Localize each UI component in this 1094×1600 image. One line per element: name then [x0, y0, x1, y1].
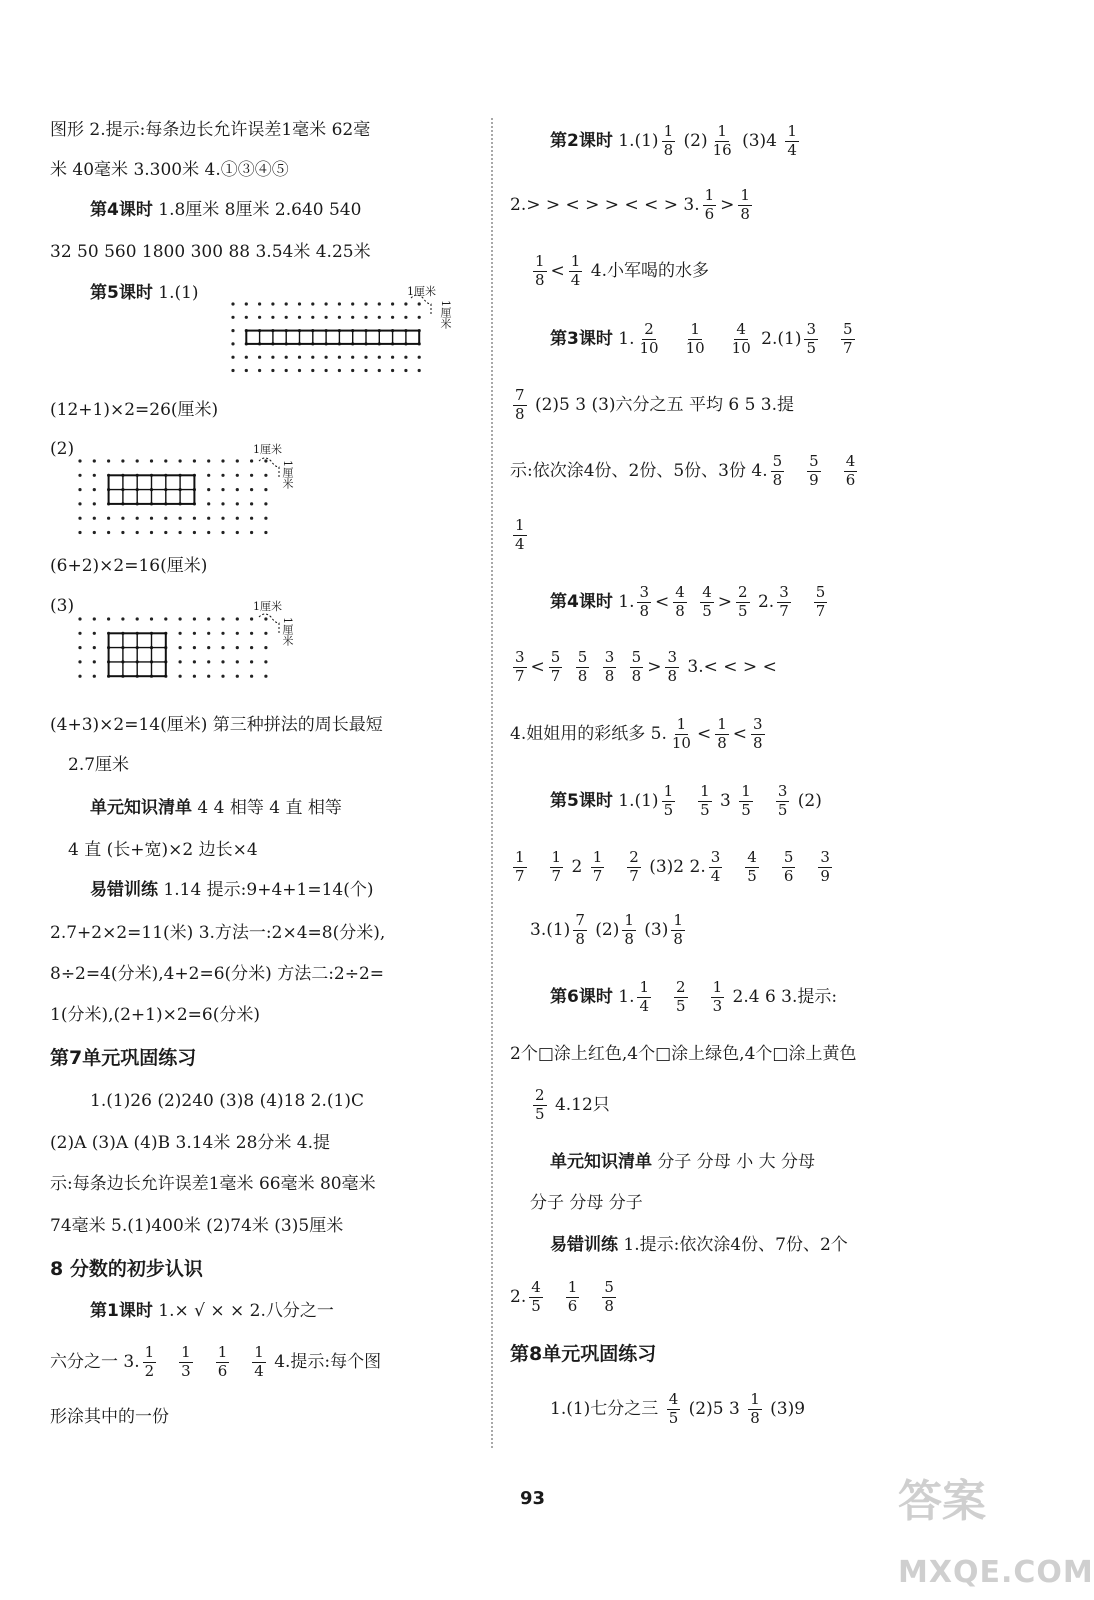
left-line-17: 1(分米),(2+1)×2=6(分米): [50, 1005, 261, 1025]
fraction: $\frac{3}{7}$: [515, 648, 525, 685]
left-line-19: 1.(1)26 (2)240 (3)8 (4)18 2.(1)C: [90, 1091, 364, 1111]
fraction: [664, 1390, 684, 1427]
answer-text: 1.(1): [612, 130, 659, 151]
answer-text: (2)5 3 (3)六分之五 平均 6 5 3.提: [529, 394, 795, 415]
fraction-comparison: $\frac{1}{6}$ > $\frac{1}{8}$: [704, 186, 750, 223]
right-line-2: [510, 188, 755, 223]
fraction-group: [634, 320, 755, 357]
fraction: $\frac{5}{7}$: [815, 583, 826, 620]
watermark-top-text: 答案: [898, 1476, 986, 1527]
page-number: 93: [520, 1488, 546, 1509]
lesson-heading: 第4课时: [90, 200, 153, 220]
fraction: $\frac{2}{5}$: [676, 978, 686, 1015]
fraction: $\frac{1}{8}$: [740, 186, 750, 223]
fraction-group: [526, 1278, 619, 1315]
fraction-group: [510, 848, 566, 885]
fraction-group: [706, 848, 835, 885]
lesson-heading: 第2课时: [550, 130, 613, 151]
answer-text: 分子 分母 小 大 分母: [652, 1152, 816, 1172]
answer-text: (2): [589, 919, 620, 940]
fraction: $\frac{1}{8}$: [673, 911, 683, 948]
left-line-21: 示:每条边长允许误差1毫米 66毫米 80毫米: [50, 1174, 376, 1194]
answer-text: 2.(1): [755, 328, 802, 349]
answer-text: 1.提示:依次涂4份、7份、2个: [618, 1235, 848, 1255]
dot-grid-figure-2: [74, 447, 284, 547]
unit-8-heading: 第8单元巩固练习: [510, 1343, 657, 1365]
fraction: $\frac{3}{4}$: [710, 848, 721, 885]
right-line-22: [550, 1392, 805, 1427]
fraction: $\frac{1}{5}$: [663, 782, 674, 819]
answer-text: (2): [678, 130, 708, 151]
fraction-group: [588, 848, 644, 885]
right-line-18: 分子 分母 分子: [530, 1193, 643, 1213]
unit-label-horizontal: 1厘米: [253, 443, 282, 456]
right-line-14: [550, 980, 837, 1015]
fraction: $\frac{1}{10}$: [671, 715, 691, 752]
fraction: [510, 386, 530, 423]
left-line-5: [90, 285, 199, 302]
fraction: [659, 122, 679, 159]
lesson-heading: 第5课时: [550, 790, 613, 811]
answer-text: 1.(1): [152, 283, 199, 303]
fraction: $\frac{4}{5}$: [531, 1278, 541, 1315]
fraction: [782, 122, 802, 159]
left-line-14: [90, 882, 373, 899]
fraction-comparison: $\frac{3}{7}$ < $\frac{5}{7}$ $\frac{5}{8}$ $\frac{3}{8}$ $\frac{5}{8}$ > $\frac{3}{8}$: [515, 648, 677, 685]
right-line-6: [510, 454, 860, 489]
answer-text: 1.(1)七分之三: [550, 1398, 664, 1419]
column-divider: [491, 118, 493, 1448]
answer-text: 1.× √ × × 2.八分之一: [152, 1301, 334, 1321]
fraction: $\frac{3}{8}$: [667, 648, 677, 685]
unit-label-vertical: 1厘米: [439, 300, 452, 329]
answer-text: 示:依次涂4份、2份、5份、3份 4.: [510, 460, 768, 481]
right-line-5: [510, 388, 794, 423]
answer-text: 1.: [612, 591, 635, 612]
answer-text: 4.12只: [549, 1094, 610, 1115]
fraction: [530, 1086, 550, 1123]
answer-text: 2.4 6 3.提示:: [727, 986, 838, 1007]
left-line-26: 形涂其中的一份: [50, 1407, 169, 1427]
right-line-15: 2个□涂上红色,4个□涂上绿色,4个□涂上黄色: [510, 1044, 857, 1064]
answer-text: 3.(1): [530, 919, 571, 940]
fraction: $\frac{1}{6}$: [704, 186, 715, 223]
fraction: [510, 516, 530, 553]
fraction: $\frac{5}{8}$: [577, 648, 588, 685]
chapter-8-heading: 8 分数的初步认识: [50, 1258, 203, 1280]
right-line-10: [510, 717, 768, 752]
fraction: $\frac{1}{7}$: [592, 848, 603, 885]
fraction: $\frac{1}{5}$: [700, 782, 710, 819]
fraction: $\frac{1}{4}$: [515, 516, 525, 553]
fraction: $\frac{1}{6}$: [567, 1278, 578, 1315]
fraction-group: [774, 583, 830, 620]
fraction-group: [801, 320, 857, 357]
left-line-7: (2): [50, 439, 75, 459]
left-line-11: 2.7厘米: [68, 755, 130, 775]
fraction: $\frac{3}{7}$: [779, 583, 789, 620]
left-line-10: (4+3)×2=14(厘米) 第三种拼法的周长最短: [50, 715, 383, 735]
fraction: $\frac{5}{7}$: [550, 648, 561, 685]
answer-text: 2.> > < > > < < > 3.: [510, 194, 700, 215]
fraction: $\frac{3}{8}$: [752, 715, 763, 752]
answer-text: (3): [638, 919, 669, 940]
fraction: $\frac{4}{10}$: [731, 320, 751, 357]
fraction: $\frac{1}{8}$: [624, 911, 634, 948]
left-line-6: (12+1)×2=26(厘米): [50, 400, 219, 420]
lesson-heading: 第3课时: [550, 328, 613, 349]
answer-text: 1.: [612, 986, 635, 1007]
dot-grid-figure-1: [225, 290, 455, 386]
section-heading: 易错训练: [90, 880, 158, 900]
right-line-4: [550, 322, 858, 357]
right-line-11: [550, 784, 822, 819]
fraction: $\frac{4}{8}$: [675, 583, 685, 620]
answer-text: (2): [792, 790, 822, 811]
fraction: $\frac{3}{5}$: [806, 320, 817, 357]
right-line-20: [510, 1280, 619, 1315]
fraction: $\frac{1}{16}$: [712, 122, 732, 159]
left-line-20: (2)A (3)A (4)B 3.14米 28分米 4.提: [50, 1133, 331, 1153]
fraction: $\frac{1}{4}$: [254, 1343, 264, 1380]
fraction: $\frac{1}{7}$: [551, 848, 562, 885]
unit-label-vertical: 1厘米: [281, 460, 294, 489]
fraction: $\frac{1}{5}$: [741, 782, 751, 819]
fraction: [668, 911, 688, 948]
right-line-19: [550, 1237, 848, 1254]
answer-text: 1.14 提示:9+4+1=14(个): [158, 880, 374, 900]
answer-text: 1.8厘米 8厘米 2.640 540: [152, 200, 362, 220]
fraction: $\frac{4}{5}$: [668, 1390, 679, 1427]
lesson-heading: 第4课时: [550, 591, 613, 612]
fraction: $\frac{1}{4}$: [639, 978, 650, 1015]
left-line-22: 74毫米 5.(1)400米 (2)74米 (3)5厘米: [50, 1216, 344, 1236]
left-line-16: 8÷2=4(分米),4+2=6(分米) 方法二:2÷2=: [50, 964, 385, 984]
right-line-1: [550, 124, 802, 159]
unit-label-horizontal: 1厘米: [253, 600, 282, 613]
fraction: $\frac{1}{10}$: [685, 320, 705, 357]
left-line-1: 图形 2.提示:每条边长允许误差1毫米 62毫: [50, 120, 371, 140]
watermark-logo: [898, 1465, 1094, 1590]
fraction: $\frac{1}{3}$: [712, 978, 723, 1015]
fraction-group: [634, 978, 727, 1015]
fraction: $\frac{3}{5}$: [777, 782, 788, 819]
fraction: $\frac{2}{5}$: [738, 583, 748, 620]
lesson-heading: 第1课时: [90, 1301, 153, 1321]
fraction: $\frac{1}{8}$: [750, 1390, 760, 1427]
answer-text: 3: [714, 790, 737, 811]
fraction: $\frac{1}{8}$: [663, 122, 674, 159]
left-line-13: 4 直 (长+宽)×2 边长×4: [68, 840, 258, 860]
fraction: $\frac{1}{8}$: [535, 252, 545, 289]
fraction: $\frac{2}{10}$: [639, 320, 659, 357]
fraction: $\frac{5}{7}$: [843, 320, 853, 357]
right-line-9: [510, 650, 777, 685]
right-line-16: [530, 1088, 610, 1123]
lesson-heading: 第5课时: [90, 283, 153, 303]
unit-label-vertical: 1厘米: [281, 617, 294, 646]
fraction: $\frac{3}{9}$: [820, 848, 830, 885]
fraction: $\frac{1}{4}$: [787, 122, 797, 159]
answer-text: 4 4 相等 4 直 相等: [192, 798, 342, 818]
unit-label-horizontal: 1厘米: [407, 285, 436, 298]
fraction-group: [736, 782, 792, 819]
answer-text: (3)4: [736, 130, 783, 151]
answer-text: 4.小军喝的水多: [585, 260, 709, 281]
fraction: $\frac{1}{3}$: [181, 1343, 191, 1380]
section-heading: 易错训练: [550, 1235, 618, 1255]
fraction-comparison: $\frac{3}{8}$ < $\frac{4}{8}$ $\frac{4}{5}$ > $\frac{2}{5}$: [639, 583, 748, 620]
right-line-12: [510, 850, 835, 885]
section-heading: 单元知识清单: [550, 1152, 652, 1172]
answer-text: 1.: [612, 328, 635, 349]
fraction: $\frac{3}{8}$: [639, 583, 650, 620]
fraction-group: [768, 452, 861, 489]
fraction: $\frac{5}{9}$: [809, 452, 819, 489]
fraction: $\frac{1}{4}$: [570, 252, 581, 289]
answer-text: 六分之一 3.: [50, 1351, 140, 1372]
right-line-13: [530, 913, 688, 948]
fraction: $\frac{1}{8}$: [717, 715, 727, 752]
fraction: $\frac{1}{7}$: [515, 848, 525, 885]
dot-grid-figure-3: [74, 605, 284, 695]
fraction: $\frac{4}{5}$: [702, 583, 712, 620]
fraction: $\frac{5}{8}$: [631, 648, 642, 685]
answer-text: 3.< < > <: [682, 656, 777, 677]
answer-text: 2.: [752, 591, 775, 612]
left-line-12: [90, 800, 342, 817]
answer-text: (3)2 2.: [643, 856, 706, 877]
right-line-8: [550, 585, 830, 620]
fraction: $\frac{7}{8}$: [575, 911, 585, 948]
left-line-2: 米 40毫米 3.300米 4.①③④⑤: [50, 160, 289, 180]
fraction: $\frac{5}{8}$: [604, 1278, 614, 1315]
fraction: $\frac{2}{7}$: [629, 848, 639, 885]
right-line-3: [530, 254, 709, 289]
fraction: $\frac{1}{6}$: [217, 1343, 228, 1380]
right-line-7: [510, 518, 530, 553]
lesson-heading: 第6课时: [550, 986, 613, 1007]
fraction-group: [140, 1343, 269, 1380]
left-line-9: (3): [50, 596, 75, 616]
answer-text: (3)9: [764, 1398, 806, 1419]
fraction: $\frac{5}{8}$: [772, 452, 783, 489]
fraction: $\frac{1}{2}$: [144, 1343, 155, 1380]
fraction: $\frac{2}{5}$: [535, 1086, 545, 1123]
fraction: $\frac{3}{8}$: [604, 648, 615, 685]
fraction: $\frac{4}{5}$: [747, 848, 757, 885]
fraction-comparison: $\frac{1}{10}$ < $\frac{1}{8}$ < $\frac{3}{8}$: [671, 715, 763, 752]
fraction: [619, 911, 639, 948]
answer-text: 4.提示:每个图: [268, 1351, 382, 1372]
left-line-25: [50, 1345, 381, 1380]
left-line-24: [90, 1303, 334, 1320]
fraction-group: [659, 782, 715, 819]
left-line-3: [90, 202, 361, 219]
fraction: [708, 122, 737, 159]
left-line-4: 32 50 560 1800 300 88 3.54米 4.25米: [50, 242, 371, 262]
answer-text: 2: [566, 856, 588, 877]
section-heading: 单元知识清单: [90, 798, 192, 818]
fraction: [745, 1390, 765, 1427]
right-line-17: [550, 1154, 815, 1171]
fraction: $\frac{5}{6}$: [783, 848, 794, 885]
fraction: $\frac{4}{6}$: [845, 452, 856, 489]
answer-text: (2)5 3: [683, 1398, 746, 1419]
fraction-comparison: $\frac{1}{8}$ < $\frac{1}{4}$: [535, 252, 581, 289]
answer-text: 1.(1): [612, 790, 659, 811]
left-line-15: 2.7+2×2=11(米) 3.方法一:2×4=8(分米),: [50, 923, 386, 943]
watermark-bottom-text: MXQE.COM: [898, 1555, 1094, 1590]
unit-7-heading: 第7单元巩固练习: [50, 1047, 197, 1069]
fraction: $\frac{7}{8}$: [515, 386, 525, 423]
left-line-8: (6+2)×2=16(厘米): [50, 556, 208, 576]
answer-text: 4.姐姐用的彩纸多 5.: [510, 723, 667, 744]
answer-text: 2.: [510, 1286, 527, 1307]
fraction: [570, 911, 590, 948]
